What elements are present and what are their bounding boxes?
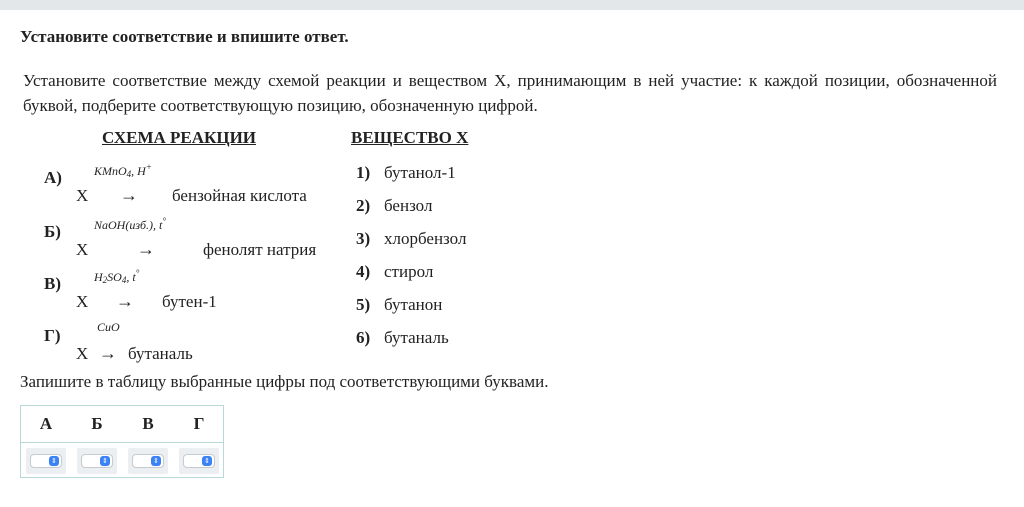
column-header-substances: ВЕЩЕСТВО X xyxy=(351,128,469,147)
answer-select-c[interactable] xyxy=(132,454,164,468)
arrow-icon: → xyxy=(99,343,117,363)
arrow-icon: → xyxy=(116,291,134,311)
reactant-x: X xyxy=(76,344,89,363)
reaction-product: бутен-1 xyxy=(162,292,217,311)
reactant-x: X xyxy=(76,292,89,311)
arrow-icon: → xyxy=(120,185,138,205)
select-chevron-icon: ⇕ xyxy=(100,456,110,466)
arrow-icon: → xyxy=(137,239,155,259)
answer-cell-b xyxy=(77,448,117,474)
select-chevron-icon: ⇕ xyxy=(202,456,212,466)
answer-cell-d xyxy=(179,448,219,474)
reaction-letter: Б) xyxy=(44,222,61,241)
reactant-x: X xyxy=(76,240,89,259)
answer-cell-a xyxy=(26,448,66,474)
reaction-product: бензойная кислота xyxy=(172,186,307,205)
reaction-conditions: CuO xyxy=(97,320,120,334)
option-1: 1) бутанол-1 xyxy=(356,163,456,182)
reaction-letter: В) xyxy=(44,274,61,293)
answer-select-a[interactable] xyxy=(30,454,62,468)
option-2: 2) бензол xyxy=(356,196,433,215)
option-3: 3) хлорбензол xyxy=(356,229,467,248)
answer-table xyxy=(20,405,224,478)
reaction-letter: Г) xyxy=(44,326,61,345)
reaction-product: фенолят натрия xyxy=(203,240,317,259)
answer-cell-c xyxy=(128,448,168,474)
answer-header-a: А xyxy=(39,414,53,433)
task-heading: Установите соответствие и впишите ответ. xyxy=(20,27,349,46)
option-5: 5) бутанон xyxy=(356,295,443,314)
reaction-conditions: NaOH(изб.), t° xyxy=(94,216,166,232)
reaction-c xyxy=(44,268,344,311)
reaction-letter: А) xyxy=(44,168,62,187)
option-4: 4) стирол xyxy=(356,262,434,281)
answer-select-d[interactable] xyxy=(183,454,215,468)
reaction-a xyxy=(44,162,344,205)
select-chevron-icon: ⇕ xyxy=(151,456,161,466)
answer-select-b[interactable] xyxy=(81,454,113,468)
reaction-b xyxy=(44,216,344,259)
answer-header-d: Г xyxy=(193,414,205,433)
reactant-x: X xyxy=(76,186,89,205)
reaction-product: бутаналь xyxy=(128,344,193,363)
select-chevron-icon: ⇕ xyxy=(49,456,59,466)
answer-header-c: В xyxy=(142,414,154,433)
answer-instruction: Запишите в таблицу выбранные цифры под соответствующими буквами. xyxy=(20,372,549,391)
answer-header-b: Б xyxy=(91,414,103,433)
top-bar xyxy=(0,0,1024,10)
table-divider xyxy=(21,442,223,443)
reaction-conditions: KMnO$_4$, H+ xyxy=(94,162,152,179)
column-header-reactions: СХЕМА РЕАКЦИИ xyxy=(102,128,257,147)
option-6: 6) бутаналь xyxy=(356,328,449,347)
task-intro: Установите соответствие между схемой реакции и веществом X, принимающим в ней участие: к каждой позиции, обозначенной буквой, подберите соответствующую позицию, обозначенную цифрой. xyxy=(23,71,997,115)
reaction-d xyxy=(44,320,344,363)
reaction-conditions: $H_2SO_4$, t° xyxy=(94,268,140,285)
